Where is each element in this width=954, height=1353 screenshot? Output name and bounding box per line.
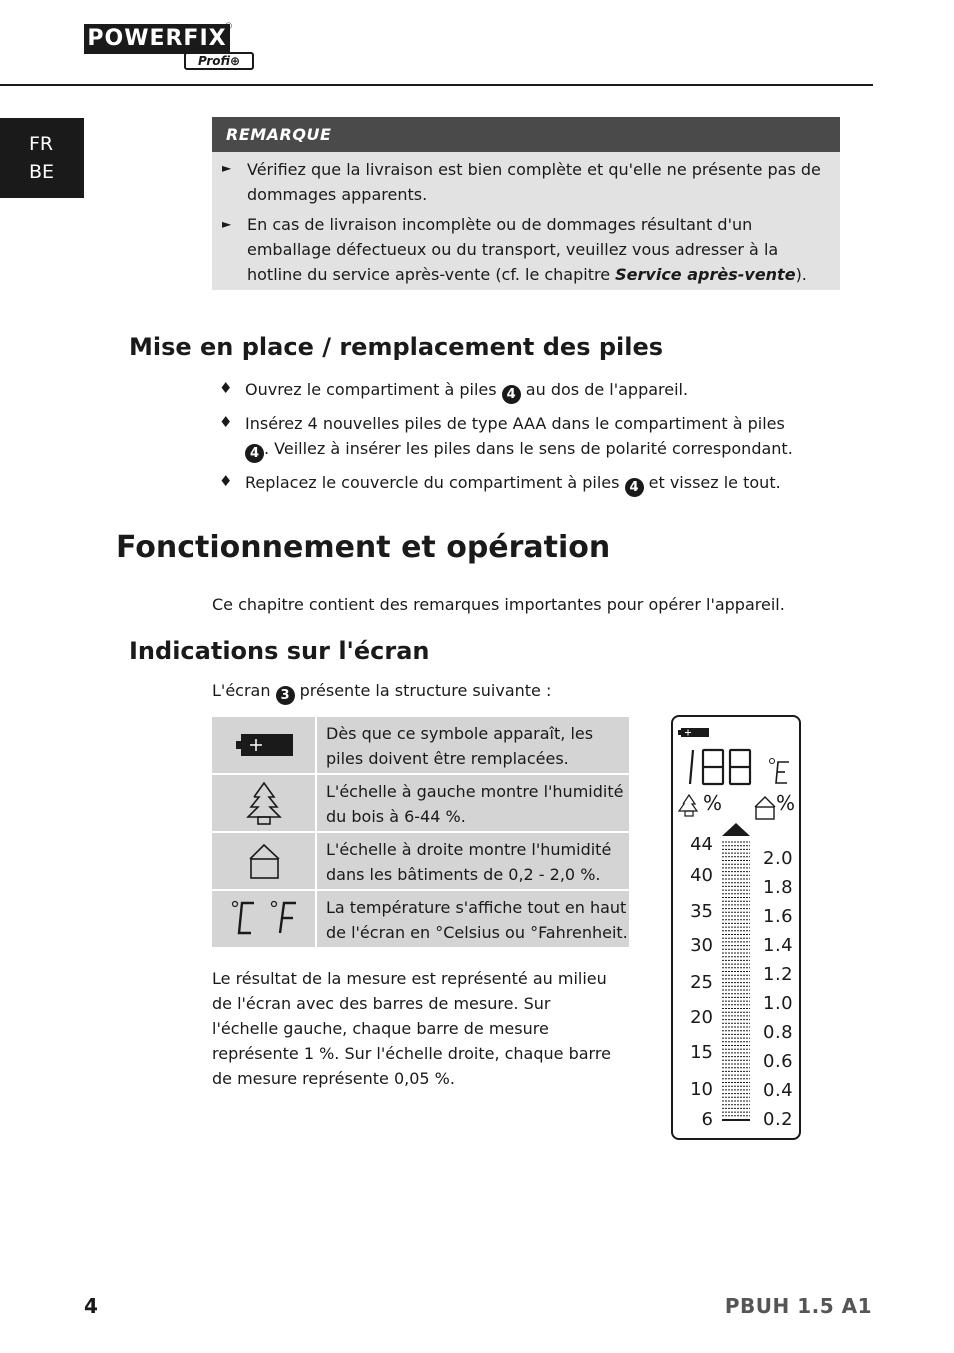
bullet-item xyxy=(245,377,845,404)
left-scale-label: 15 xyxy=(690,1042,713,1063)
language-be: BE xyxy=(29,161,55,183)
right-scale-label: 0.8 xyxy=(763,1022,794,1043)
right-scale-label: 1.0 xyxy=(763,993,794,1014)
callout-number: 4 xyxy=(502,385,521,404)
bullet-icon: ♦ xyxy=(219,413,233,431)
table-row xyxy=(212,833,629,889)
left-scale-label: 6 xyxy=(701,1109,713,1130)
table-row xyxy=(212,891,629,947)
bullet-text: . Veillez à insérer les piles dans le sens de polarité correspondant. xyxy=(264,439,793,458)
note-box xyxy=(212,117,840,290)
brand-name: POWERFIX xyxy=(84,24,230,54)
table-row xyxy=(212,717,629,773)
language-tab xyxy=(0,118,84,198)
bullet-text: Ouvrez le compartiment à piles xyxy=(245,380,502,399)
right-scale-label: 2.0 xyxy=(763,848,794,869)
right-scale-label: 1.4 xyxy=(763,935,794,956)
percent-sign: % xyxy=(703,791,723,815)
lcd-graphics xyxy=(673,717,799,1138)
section-heading: Mise en place / remplacement des piles xyxy=(129,333,664,361)
right-scale-label: 0.4 xyxy=(763,1080,794,1101)
intro-text: L'écran xyxy=(212,681,276,700)
bullet-item xyxy=(245,411,805,463)
battery-icon xyxy=(212,717,315,773)
language-fr: FR xyxy=(29,133,54,155)
percent-sign: % xyxy=(776,791,796,815)
bullet-icon: ♦ xyxy=(219,472,233,490)
brand-subline: Profi⊕ xyxy=(184,52,254,70)
bullet-text: Replacez le couvercle du compartiment à piles xyxy=(245,473,625,492)
left-scale-label: 20 xyxy=(690,1007,713,1028)
bullet-text: Insérez 4 nouvelles piles de type AAA dans le compartiment à piles xyxy=(245,414,785,433)
display-intro xyxy=(212,678,551,705)
chapter-heading: Fonctionnement et opération xyxy=(116,530,611,565)
left-scale-label: 35 xyxy=(690,901,713,922)
note-text: ). xyxy=(795,265,807,284)
result-paragraph: Le résultat de la mesure est représenté au milieu de l'écran avec des barres de mesure. Sur l'échelle gauche, chaque barre de mesure représente 1 %. Sur l'échelle droite, chaque barre de mesure représente 0,05 %. xyxy=(212,969,611,1088)
chapter-intro: Ce chapitre contient des remarques importantes pour opérer l'appareil. xyxy=(212,595,785,614)
right-scale-label: 0.6 xyxy=(763,1051,794,1072)
left-scale-label: 30 xyxy=(690,935,713,956)
model-name: PBUH 1.5 A1 xyxy=(724,1294,872,1318)
table-cell: L'échelle à gauche montre l'humidité du bois à 6-44 %. xyxy=(317,775,629,831)
tree-icon xyxy=(212,775,315,831)
arrow-icon: ► xyxy=(222,161,232,175)
brand-logo xyxy=(84,24,256,72)
left-scale-label: 40 xyxy=(690,865,713,886)
note-link-text: Service après-vente xyxy=(615,265,796,284)
bullet-item xyxy=(245,470,845,497)
bullet-text: et vissez le tout. xyxy=(643,473,781,492)
table-cell: Dès que ce symbole apparaît, les piles doivent être remplacées. xyxy=(317,717,629,773)
left-scale-label: 10 xyxy=(690,1079,713,1100)
section-heading: Indications sur l'écran xyxy=(129,637,430,665)
right-scale-label: 1.8 xyxy=(763,877,794,898)
lcd-display xyxy=(671,715,801,1140)
note-text: En cas de livraison incomplète ou de dommages résultant d'un emballage défectueux ou du transport, veuillez vous adresser à la hotline du service après-vente (cf. le chapitre xyxy=(247,215,779,284)
note-title: REMARQUE xyxy=(212,117,840,152)
callout-number: 4 xyxy=(245,444,264,463)
right-scale-label: 1.6 xyxy=(763,906,794,927)
right-scale-label: 0.2 xyxy=(763,1109,794,1130)
right-scale-label: 1.2 xyxy=(763,964,794,985)
callout-number: 4 xyxy=(625,478,644,497)
left-scale-label: 44 xyxy=(690,834,713,855)
note-item xyxy=(247,212,827,287)
arrow-icon: ► xyxy=(222,217,232,231)
table-row xyxy=(212,775,629,831)
house-icon xyxy=(212,833,315,889)
bullet-icon: ♦ xyxy=(219,379,233,397)
callout-number: 3 xyxy=(276,686,295,705)
celsius-fahrenheit-icon xyxy=(212,891,315,947)
left-scale-label: 25 xyxy=(690,972,713,993)
intro-text: présente la structure suivante : xyxy=(294,681,552,700)
note-item: Vérifiez que la livraison est bien complète et qu'elle ne présente pas de dommages apparents. xyxy=(247,160,821,204)
bullet-text: au dos de l'appareil. xyxy=(520,380,689,399)
table-cell: L'échelle à droite montre l'humidité dans les bâtiments de 0,2 - 2,0 %. xyxy=(317,833,629,889)
table-cell: La température s'affiche tout en haut de l'écran en °Celsius ou °Fahrenheit. xyxy=(317,891,629,947)
header-divider xyxy=(0,84,873,86)
registered-mark: ® xyxy=(224,22,233,32)
page-number: 4 xyxy=(84,1294,98,1318)
